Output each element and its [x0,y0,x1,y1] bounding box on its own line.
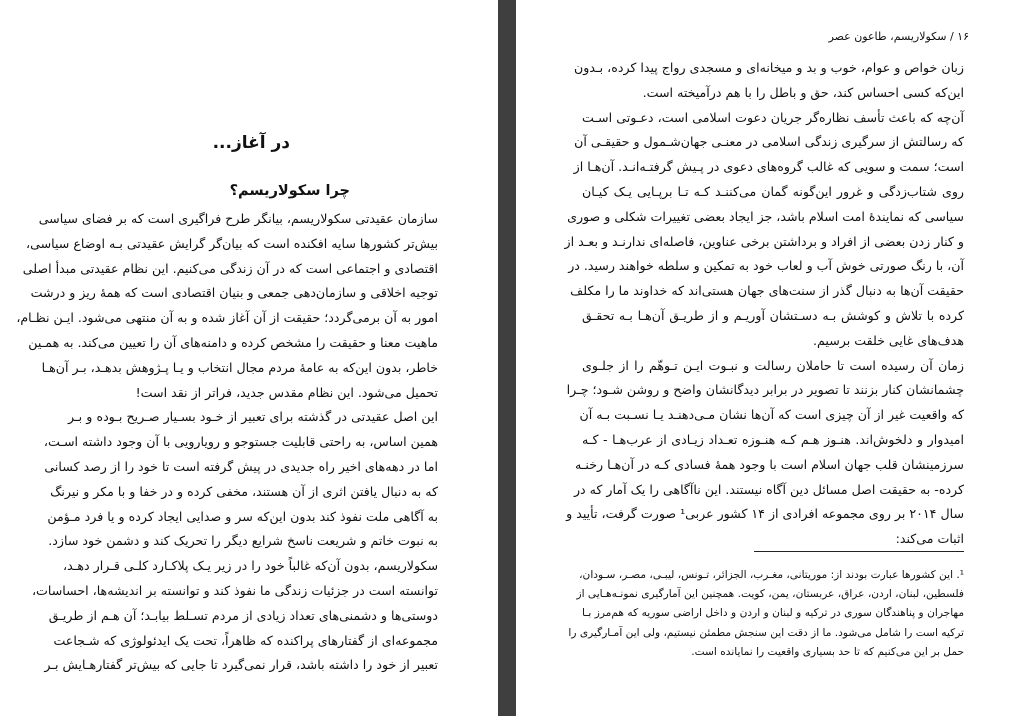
text-line: است؛ سمت و سویی که غالب گروه‌های دعوی در پـیش گرفتـه‌انـد. آن‌هـا از [573,159,964,175]
text-line: هدف‌های غایی خلقت برسیم. [813,332,964,348]
left-page [0,0,498,716]
text-line: سیاسی که نمایندهٔ امت اسلام باشد، جز ایجاد بعضی تغییرات شکلی و صوری [567,208,964,224]
text-line: توانسته است در جزئیات زندگی ما نفوذ کند و توانسته بر اندیشه‌ها، احساسات، [31,582,438,598]
text-line: سال ۲۰۱۴ بر روی مجموعه افرادی از ۱۴ کشور عربی¹ صورت گرفت، تأیید و [566,506,964,522]
footnote-line: ¹. این کشورها عبارت بودند از: موریتانی، مغـرب، الجزائر، تـونس، لیبـی، مصـر، سـودان، [579,569,964,581]
text-line: زمان آن رسیده است تا حاملان رسالت و نبـوت ایـن تـوهّم را از جلـوی [582,357,964,373]
text-line: که واقعیت غیر از آن چیزی است که آن‌ها نشان مـی‌دهنـد یـا نسـبت بـه آن [579,407,964,423]
text-line: توجیه اخلاقی و سازمان‌دهی جمعی و بنیان اقتصادی است که همهٔ ریز و درشت [30,285,438,301]
text-line: امیدوار و دلخوش‌اند. هنـوز هـم کـه هنـوزه تعـداد زیـادی از عرب‌هـا - کـه [582,431,964,447]
text-line: امور به آن برمی‌گردد؛ حقیقت از آن آغاز شده و به آن منتهی می‌شود. ایـن نظـام، [16,310,438,326]
text-line: بیش‌تر کشورها سایه افکنده است که بیان‌گر گرایش عقیدتی بـه اوضاع سیاسی، [26,235,438,251]
text-line: خاطر، بدون این‌که به عامهٔ مردم مجال انتخاب و یـا پـژوهش بدهـد، بـر آن‌هـا [41,359,438,375]
text-line: آن‌چه که باعث تأسف نظاره‌گر جریان دعوت اسلامی است، دعـوتی اسـت [582,109,964,125]
text-line: این‌که کسی احساس کند، حق و باطل را با هم درآمیخته است. [642,84,964,100]
footnote-line: مهاجران و پناهندگان سوری در ترکیه و لبنان و اردن و داخل اراضی سوریه که هم‌مرز بـا [582,607,964,620]
text-line: آن، با رنگ صورتی خوش آب و لعاب خود به تمکین و سلطه خواهند رسید. در [568,258,964,274]
text-line: ماهیت معنا و حقیقت را مشخص کرده و دامنه‌های آن را تعیین می‌کند. به همـین [28,334,438,350]
text-line: اما در دهه‌های اخیر راه جدیدی در پیش گرفته است تا خود را از رصد کسانی [44,458,438,474]
right-body-text [564,56,964,552]
text-line: به آگاهی ملت نفوذ کند بدون این‌که سر و صدایی ایجاد کرده و یا فرد مـؤمن [47,508,438,524]
footnote-line: ترکیه است را شامل می‌شود. ما از دقت این سنجش مطمئن نیستیم، ولی این آمـارگیری را [568,626,964,639]
text-line: تعبیر از خود را داشته باشد، قرار نمی‌گیرد تا جایی که بیش‌تر گفتارهـایش بـر [44,657,438,673]
text-line: اقتصادی و اجتماعی است که در آن زندگی می‌کنیم. این نظام عقیدتی مبدأ اصلی [22,260,438,276]
text-line: سرزمینشان قلب جهان اسلام است با وجود همهٔ فسادی کـه در آن‌هـا رخنـه [574,456,964,472]
text-line: مجموعه‌ای از گفتارهای پراکنده که ظاهراً، تحت یک ایدئولوژی که شـجاعت [53,632,438,648]
text-line: حقیقت آن‌ها به دنبال گذر از سنت‌های جهان هستی‌اند که خداوند ما را مکلف [570,283,964,299]
text-line: دوستی‌ها و دشمنی‌های تعداد زیادی از مردم تسـلط بیابـد؛ آن هـم از طریـق [48,607,438,623]
section-heading: چرا سکولاریسم؟ [229,183,350,199]
text-line: این اصل عقیدتی در گذشته برای تعبیر از خـود بسـیار صـریح بـوده و بـر [68,409,438,425]
chapter-title: در آغاز... [212,133,290,153]
right-page [516,0,1024,716]
book-gutter [498,0,516,716]
text-line: که به دنبال یافتن اثری از آن هستند، مخفی کرده و در خفا و با مکر و نیرنگ [50,483,438,499]
footnote-line: فلسطین، لبنان، اردن، عراق، عربستان، یمن، کویت. همچنین این آمارگیری نمونـه‌هـایی از [576,588,964,601]
text-line: که رسالتش از سرگیری زندگی اسلامی در معنـی جهان‌شـمول و حقیقـی آن [574,134,964,150]
text-line: کرده با تلاش و کوشش بـه دسـتشان آوریـم و از طریـق آن‌هـا بـه تحقـق [582,307,964,323]
left-body-text [16,207,438,678]
text-line: همین اساس، به راحتی قابلیت جستوجو و رویارویی با آن وجود داشته اسـت، [43,434,438,450]
text-line: تحمیل می‌شود. این نظام مقدس جدید، فراتر از نقد است! [135,384,438,400]
footnote-divider [754,551,964,552]
text-line: اثبات می‌کند: [895,531,964,547]
running-head: ۱۶ / سکولاریسم، طاعون عصر [828,30,969,43]
text-line: زبان خواص و عوام، خوب و بد و میخانه‌ای و مسجدی رواج پیدا کرده، بـدون [574,60,964,75]
text-line: و کنار زدن بعضی از افراد و برداشتن برخی عناوین، فاصله‌ای ندارنـد و بعـد از [564,233,964,249]
text-line: سازمان عقیدتی سکولاریسم، بیانگر طرح فراگیری است که بر فضای سیاسی [38,211,438,226]
text-line: به نبوت خاتم و شریعت ناسخ شرایع دیگر را تحریک کند و دشمن خود سازد. [48,533,438,549]
text-line: سکولاریسم، بدون آن‌که غالباً خود را در زیر یـک پلاکـارد کلـی قـرار دهـد، [63,558,438,574]
text-line: چشمانشان کنار بزنند تا تصویر در برابر دیدگانشان واضح و روشن شـود؛ چـرا [566,382,964,398]
text-line: روی شتاب‌زدگی و غرور این‌گونه گمان می‌کننـد کـه تـا برپـایی یـک کیـان [582,183,964,199]
footnote-line: حمل بر این می‌کنیم که تا حد بسیاری واقعیت را نمایانده است. [691,645,964,658]
footnote-block [568,566,964,662]
text-line: کرده- به حقیقت اصل مسائل دین آگاه نیستند. این ناآگاهی را یک آمار که در [573,481,964,497]
